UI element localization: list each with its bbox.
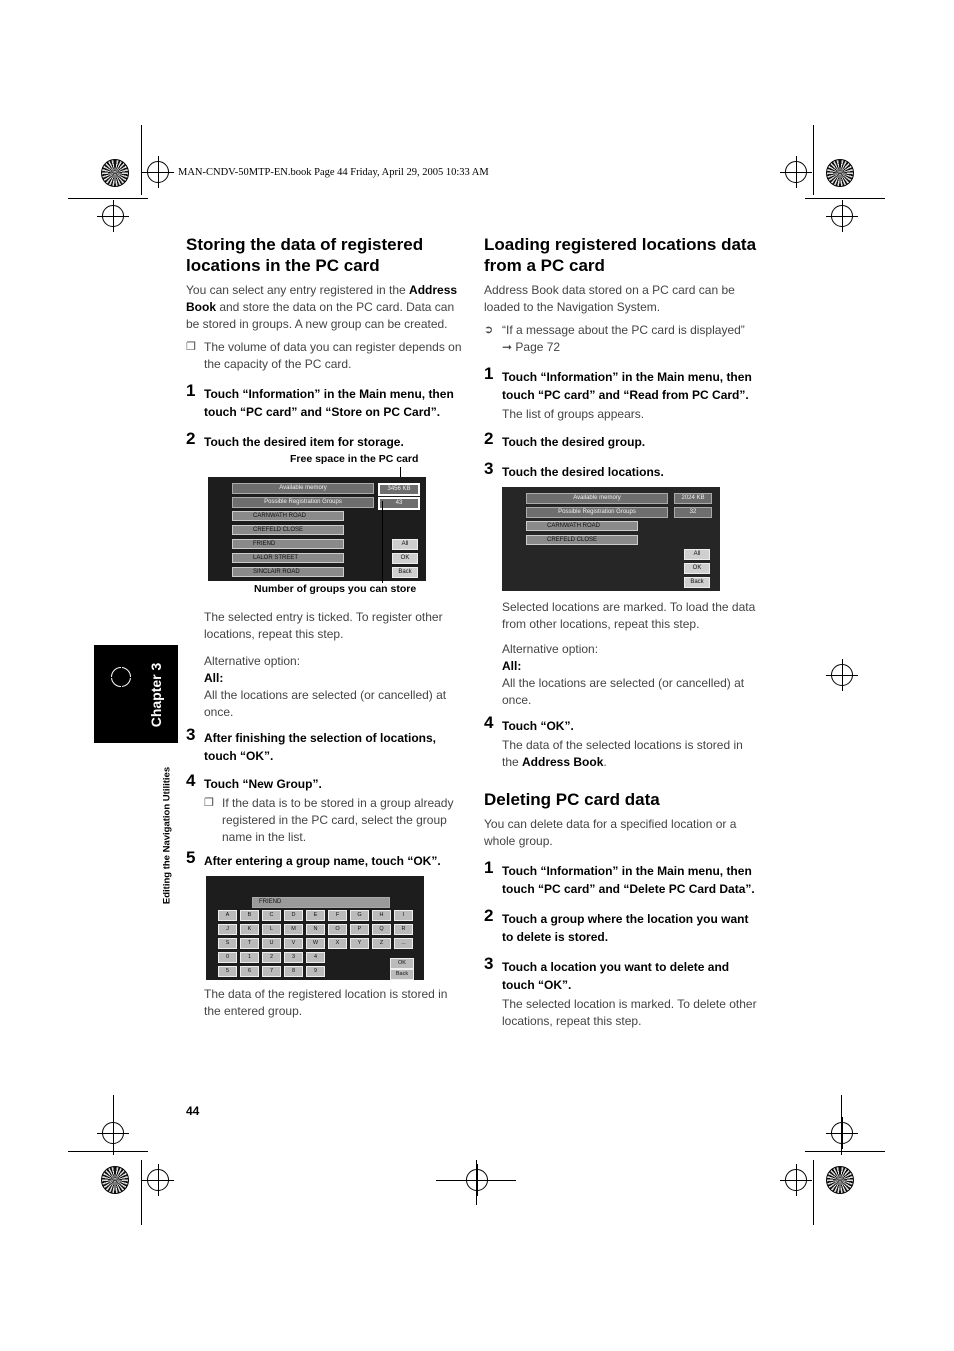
color-wheel-mark (101, 159, 129, 187)
screenshot-keyboard (206, 876, 424, 980)
step-3: 3 Touch a location you want to delete and touch “OK”. (484, 954, 730, 992)
intro-text: You can select any entry registered in the Address Book and store the data on the PC card. Data can be stored in groups. A new group can be created. (186, 283, 458, 331)
keyboard-key[interactable]: 5 (218, 966, 237, 977)
registration-mark (831, 664, 853, 686)
registration-mark (785, 161, 807, 183)
chapter-tab (94, 645, 178, 743)
keyboard-key[interactable]: 4 (306, 952, 325, 963)
step5-result: The data of the registered location is stored in the entered group. (204, 987, 448, 1018)
keyboard-key[interactable]: B (240, 910, 259, 921)
ok-key[interactable]: OK (390, 958, 414, 969)
keyboard-key[interactable]: M (284, 924, 303, 935)
back-key[interactable]: Back (390, 969, 414, 980)
keyboard-key[interactable]: S (218, 938, 237, 949)
keyboard-key[interactable]: T (240, 938, 259, 949)
step2-result: The selected entry is ticked. To register other locations, repeat this step. (204, 610, 443, 641)
section-title: Deleting PC card data (484, 790, 660, 809)
color-wheel-mark (826, 1166, 854, 1194)
keyboard-key[interactable]: V (284, 938, 303, 949)
step-2: 2 Touch a group where the location you want to delete is stored. (484, 906, 749, 944)
callout-groups: Number of groups you can store (254, 583, 417, 595)
registration-mark (102, 205, 124, 227)
keyboard-key[interactable]: C (262, 910, 281, 921)
step3-result: Selected locations are marked. To load the data from other locations, repeat this step. (502, 600, 756, 631)
alt-option-label: Alternative option: (204, 654, 301, 668)
keyboard-key[interactable]: X (328, 938, 347, 949)
callout-free-space: Free space in the PC card (290, 453, 419, 465)
list-item[interactable]: CREFELD CLOSE (232, 525, 344, 535)
keyboard-key[interactable]: H (372, 910, 391, 921)
keyboard-key[interactable]: L (262, 924, 281, 935)
keyboard-key[interactable]: D (284, 910, 303, 921)
keyboard-key[interactable]: N (306, 924, 325, 935)
list-item[interactable]: CARNWATH ROAD (232, 511, 344, 521)
page-number: 44 (186, 1104, 200, 1118)
all-label: All: (502, 659, 522, 673)
step-4: 4 Touch “OK”. (484, 713, 574, 733)
note-box-icon: ❐ (186, 341, 196, 353)
step-1: 1 Touch “Information” in the Main menu, then touch “PC card” and “Read from PC Card”. (484, 364, 752, 402)
color-wheel-mark (101, 1166, 129, 1194)
note: ❐ The volume of data you can register depends on the capacity of the PC card. (186, 340, 462, 371)
step-4: 4 Touch “New Group”. (186, 771, 322, 791)
list-item[interactable]: SINCLAIR ROAD (232, 567, 344, 577)
crop-mark (813, 125, 814, 195)
step3-result: The selected location is marked. To delete other locations, repeat this step. (502, 997, 757, 1028)
back-button[interactable]: Back (684, 577, 710, 588)
section-title: Storing the data of registered locations in the PC card (186, 235, 424, 275)
step-2: 2 Touch the desired group. (484, 429, 646, 449)
keyboard-key[interactable]: F (328, 910, 347, 921)
keyboard-key[interactable]: 1 (240, 952, 259, 963)
keyboard-key[interactable]: A (218, 910, 237, 921)
crop-mark (68, 1151, 148, 1152)
color-wheel-mark (826, 159, 854, 187)
back-button[interactable]: Back (392, 567, 418, 578)
list-item[interactable]: CARNWATH ROAD (526, 521, 638, 531)
all-button[interactable]: All (684, 549, 710, 560)
keyboard-key[interactable]: 0 (218, 952, 237, 963)
step-1: 1 Touch “Information” in the Main menu, then touch “PC card” and “Store on PC Card”. (186, 381, 454, 419)
keyboard-key[interactable]: E (306, 910, 325, 921)
screenshot-load: Available memory Possible Registration Groups 2024 KB 32 CARNWATH ROAD CREFELD CLOSE All OK Back (502, 487, 720, 591)
crop-mark (476, 1160, 477, 1205)
keyboard-key[interactable]: 3 (284, 952, 303, 963)
keyboard-key[interactable]: 6 (240, 966, 259, 977)
keyboard-key[interactable]: G (350, 910, 369, 921)
reference-arrow-icon: ➲ (484, 324, 494, 336)
keyboard-key[interactable]: I (394, 910, 413, 921)
intro-text: You can delete data for a specified location or a whole group. (484, 817, 737, 848)
keyboard-key[interactable]: ... (394, 938, 413, 949)
keyboard-key[interactable]: P (350, 924, 369, 935)
note-box-icon: ❐ (204, 797, 214, 809)
all-description: All the locations are selected (or cancelled) at once. (502, 676, 745, 707)
print-header: MAN-CNDV-50MTP-EN.book Page 44 Friday, April 29, 2005 10:33 AM (178, 167, 489, 178)
screen1-figure (186, 453, 462, 593)
keyboard-key[interactable]: R (394, 924, 413, 935)
crop-mark (805, 198, 885, 199)
keyboard-key[interactable]: U (262, 938, 281, 949)
all-description: All the locations are selected (or cancelled) at once. (204, 688, 447, 719)
step4-result: The data of the selected locations is stored in the Address Book. (502, 738, 743, 769)
registration-mark (102, 1122, 124, 1144)
screenshot-store: Available memory Possible Registration Groups 3456 KB 43 CARNWATH ROAD CREFELD CLOSE FRIEND LALOR STREET SINCLAIR ROAD All OK Back (208, 477, 426, 581)
chapter-label: Chapter 3 (148, 662, 164, 728)
keyboard-key[interactable]: Z (372, 938, 391, 949)
keyboard-key[interactable]: 2 (262, 952, 281, 963)
keyboard-key[interactable]: 9 (306, 966, 325, 977)
list-item[interactable]: FRIEND (232, 539, 344, 549)
ok-button[interactable]: OK (392, 553, 418, 564)
right-column (484, 234, 760, 1036)
keyboard-key[interactable]: W (306, 938, 325, 949)
keyboard-key[interactable]: O (328, 924, 347, 935)
step-1: 1 Touch “Information” in the Main menu, then touch “PC card” and “Delete PC Card Data”. (484, 858, 755, 896)
crop-mark (813, 1160, 814, 1225)
crop-mark (141, 125, 142, 195)
intro-text: Address Book data stored on a PC card can be loaded to the Navigation System. (484, 283, 735, 314)
step1-result: The list of groups appears. (502, 407, 645, 421)
registration-mark (831, 205, 853, 227)
reference: ➲ “If a message about the PC card is displayed” ➞ Page 72 (484, 323, 745, 354)
alt-option-label: Alternative option: (502, 642, 599, 656)
keyboard-key[interactable]: J (218, 924, 237, 935)
list-item[interactable]: CREFELD CLOSE (526, 535, 638, 545)
all-label: All: (204, 671, 224, 685)
keyboard-key[interactable]: 7 (262, 966, 281, 977)
ok-button[interactable]: OK (684, 563, 710, 574)
step-3: 3 After finishing the selection of locations, touch “OK”. (186, 725, 437, 763)
registration-mark (147, 1169, 169, 1191)
registration-mark (147, 161, 169, 183)
note: ❐ If the data is to be stored in a group already registered in the PC card, select the group name in the list. (204, 796, 454, 844)
step-5: 5 After entering a group name, touch “OK”. (186, 848, 441, 868)
keyboard-key[interactable]: 8 (284, 966, 303, 977)
crop-mark (68, 198, 148, 199)
section-label: Editing the Navigation Utilities (161, 766, 173, 905)
registration-mark (111, 667, 131, 687)
crop-mark (805, 1151, 885, 1152)
registration-mark (831, 1122, 853, 1144)
crop-mark (141, 1160, 142, 1225)
step-3: 3 Touch the desired locations. (484, 459, 664, 479)
all-button[interactable]: All (392, 539, 418, 550)
step-2: 2 Touch the desired item for storage. (186, 429, 404, 449)
left-column (186, 234, 462, 1026)
list-item[interactable]: LALOR STREET (232, 553, 344, 563)
registration-mark (785, 1169, 807, 1191)
keyboard-key[interactable]: K (240, 924, 259, 935)
keyboard-key[interactable]: Q (372, 924, 391, 935)
section-title: Loading registered locations data from a PC card (484, 235, 757, 275)
keyboard-key[interactable]: Y (350, 938, 369, 949)
group-name-input[interactable]: FRIEND (252, 897, 390, 908)
